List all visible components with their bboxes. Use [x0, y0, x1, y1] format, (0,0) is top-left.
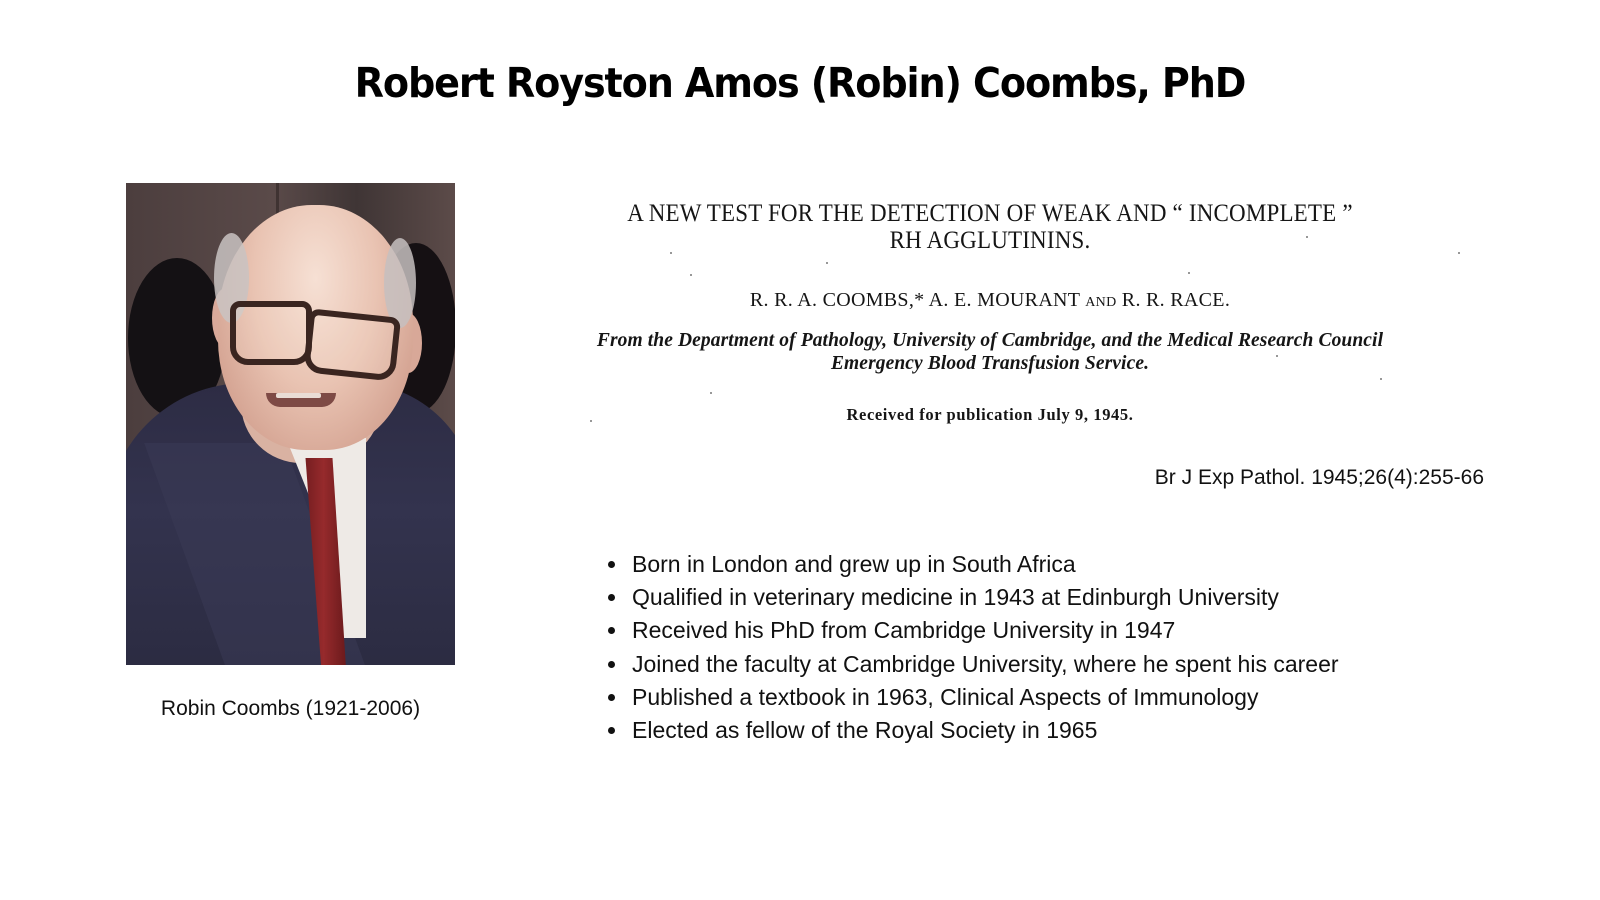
bullet-icon [608, 627, 615, 634]
scan-speck [826, 262, 828, 264]
scan-speck [1380, 378, 1382, 380]
paper-received-date: Received for publication July 9, 1945. [846, 405, 1134, 424]
scan-speck [1458, 252, 1460, 254]
paper-excerpt [520, 200, 1460, 425]
paper-title-line-2: RH AGGLUTININS. [889, 227, 1091, 254]
list-item-text: Qualified in veterinary medicine in 1943 at Edinburgh University [632, 584, 1279, 611]
portrait-photo [126, 183, 455, 665]
paper-affiliation-line-2: Emergency Blood Transfusion Service. [830, 353, 1150, 374]
paper-title-line-1: A NEW TEST FOR THE DETECTION OF WEAK AND “ INCOMPLETE ” [627, 200, 1353, 227]
slide-title: Robert Royston Amos (Robin) Coombs, PhD [354, 59, 1246, 108]
photo-hair-right [384, 238, 416, 328]
photo-glasses-left-lens [230, 301, 312, 365]
list-item-text: Born in London and grew up in South Africa [632, 551, 1076, 577]
biography-bullet-list [608, 548, 1339, 747]
paper-affiliation [520, 329, 1460, 375]
scan-speck [1306, 236, 1308, 238]
list-item [608, 681, 1339, 714]
list-item-text: Joined the faculty at Cambridge University, where he spent his career [632, 650, 1339, 677]
list-item-text: Published a textbook in 1963, Clinical Aspects of Immunology [632, 683, 1259, 710]
photo-caption: Robin Coombs (1921-2006) [160, 697, 421, 720]
list-item [608, 648, 1339, 681]
list-item [608, 548, 1339, 581]
paper-authors [520, 288, 1460, 315]
paper-affiliation-line-1: From the Department of Pathology, University of Cambridge, and the Medical Research Council [596, 330, 1384, 351]
bullet-icon [608, 694, 615, 701]
paper-authors-part-1: R. R. A. COOMBS,* A. E. MOURANT [749, 289, 1086, 311]
bullet-icon [608, 561, 615, 568]
scan-speck [1276, 355, 1278, 357]
scan-speck [590, 420, 592, 422]
list-item-text: Elected as fellow of the Royal Society in 1965 [632, 717, 1098, 744]
photo-glasses-right-lens [303, 308, 401, 381]
scan-speck [670, 252, 672, 254]
paper-authors-and: AND [1085, 295, 1117, 310]
bullet-icon [608, 594, 615, 601]
paper-authors-part-2: R. R. RACE. [1116, 289, 1231, 311]
photo-teeth [276, 393, 321, 398]
paper-title [558, 200, 1423, 254]
citation: Br J Exp Pathol. 1945;26(4):255-66 [1154, 466, 1484, 489]
scan-speck [1188, 272, 1190, 274]
scan-speck [710, 392, 712, 394]
list-item [608, 614, 1339, 647]
list-item-text: Received his PhD from Cambridge University in 1947 [632, 617, 1176, 644]
bullet-icon [608, 727, 615, 734]
scan-speck [690, 274, 692, 276]
list-item [608, 581, 1339, 614]
bullet-icon [608, 661, 615, 668]
list-item [608, 714, 1339, 747]
